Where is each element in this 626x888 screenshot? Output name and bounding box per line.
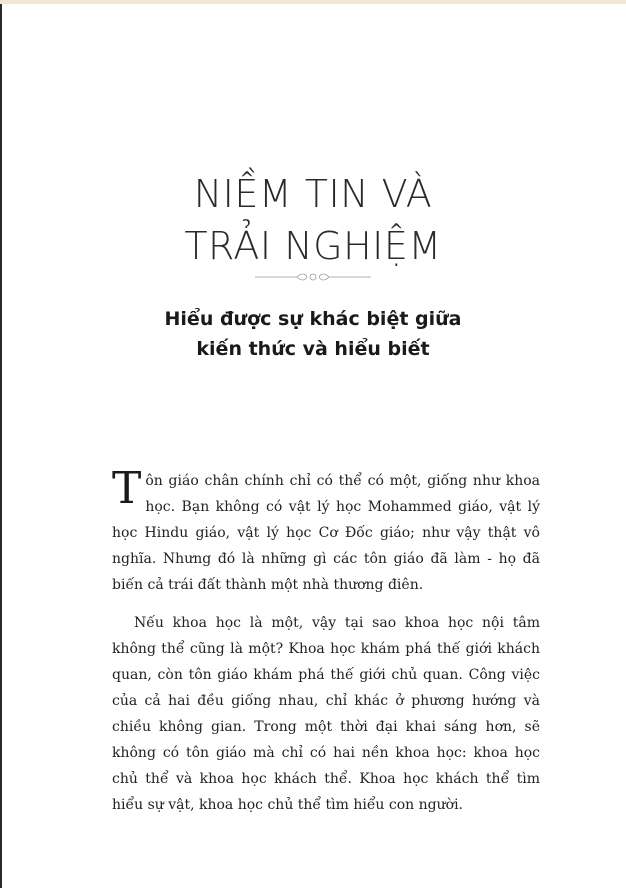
chapter-title-line-1: NIỀM TIN VÀ — [193, 172, 433, 216]
decorative-divider-icon — [255, 270, 371, 284]
page-left-edge — [0, 4, 2, 888]
top-edge-rule — [0, 0, 626, 4]
paragraph-2: Nếu khoa học là một, vậy tại sao khoa học nội tâm không thể cũng là một? Khoa học khám phá thế giới khách quan, còn tôn giáo khám phá thế giới chủ quan. Công việc của cả hai đều giống nhau, chỉ khác ở phương hướng và chiều không gian. Trong một thời đại khai sáng hơn, sẽ không có tôn giáo mà chỉ có hai nền khoa học: khoa học chủ thể và khoa học khách thể. Khoa học khách thể tìm hiểu sự vật, khoa học chủ thể tìm hiểu con người. — [112, 615, 540, 813]
paragraph-1-text: ôn giáo chân chính chỉ có thể có một, giống như khoa học. Bạn không có vật lý học Mohammed giáo, vật lý học Hindu giáo, vật lý học Cơ Đốc giáo; như vậy thật vô nghĩa. Nhưng đó là những gì các tôn giáo đã làm - họ đã biến cả trái đất thành một nhà thương điên. — [112, 473, 540, 593]
body-text — [112, 463, 540, 818]
chapter-subtitle-line-2: kiến thức và hiểu biết — [196, 338, 430, 360]
drop-cap: T — [112, 463, 142, 514]
chapter-subtitle — [0, 304, 626, 364]
chapter-subtitle-line-1: Hiểu được sự khác biệt giữa — [164, 308, 462, 330]
paragraph-1 — [112, 463, 540, 598]
chapter-title-line-2: TRẢI NGHIỆM — [184, 224, 442, 268]
chapter-title — [0, 168, 626, 272]
